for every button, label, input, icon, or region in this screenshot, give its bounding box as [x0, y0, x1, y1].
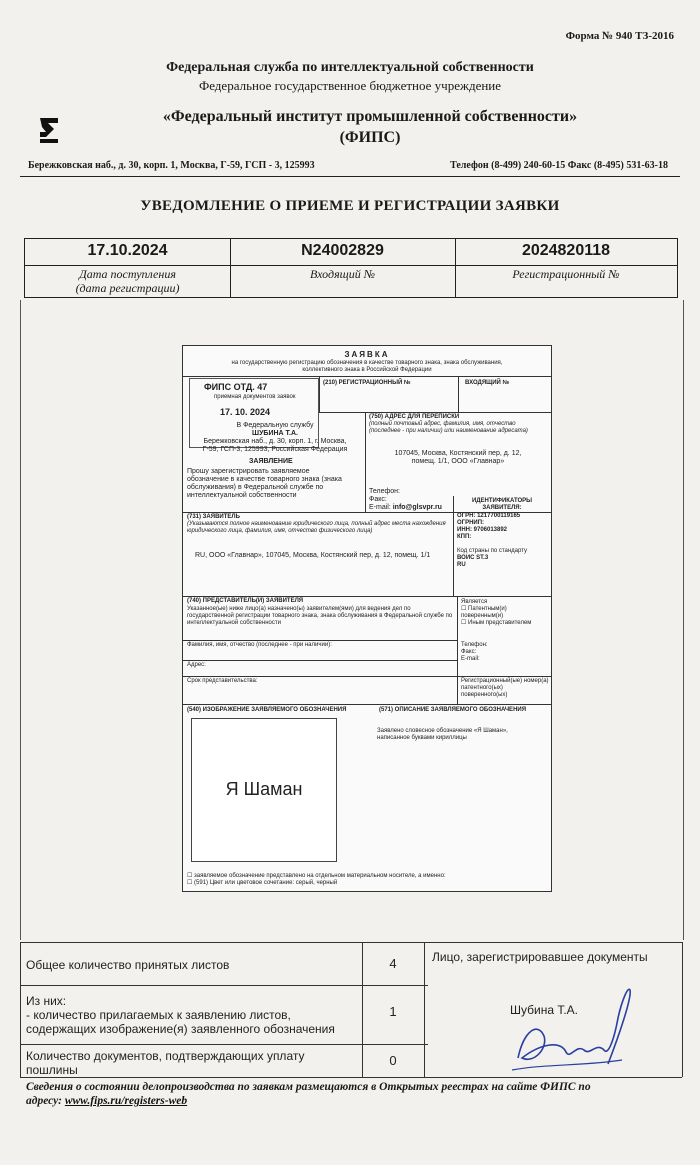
institute-abbr: (ФИПС)	[339, 129, 401, 146]
stamp-office: ФИПС ОТД. 47	[204, 382, 268, 392]
field-210: (210) РЕГИСТРАЦИОННЫЙ №	[323, 380, 411, 386]
signature-icon	[504, 978, 636, 1076]
footer-note: Сведения о состоянии делопроизводства по заявкам размещаются в Открытых реестрах на сайте ФИПС по адресу: www.fips.ru/registers-web	[26, 1081, 591, 1107]
registrar-label: Лицо, зарегистрировавшее документы	[432, 950, 648, 964]
country-code: Код страны по стандарту ВОИС ST.3 RU	[457, 548, 528, 568]
registration-grid	[24, 238, 678, 298]
stamp-sub: приемная документов заявок	[214, 394, 296, 400]
rep-address-label: Адрес:	[187, 662, 206, 668]
submission-date-label: Дата поступления (дата регистрации)	[75, 267, 180, 295]
field-540: (540) ИЗОБРАЖЕНИЕ ЗАЯВЛЯЕМОГО ОБОЗНАЧЕНИЯ	[187, 707, 347, 713]
addressee: В Федеральную службу ШУБИНА Т.А. Бережковская наб., д. 30, корп. 1, г. Москва, Г-59, ГСП-3, 125993, Российская Федерация	[202, 422, 348, 453]
registration-number-label: Регистрационный №	[512, 267, 620, 281]
agency-subtitle: Федеральное государственное бюджетное учреждение	[198, 78, 502, 93]
applicant-ids: ОГРН: 1217700119165 ОГРНИП: ИНН: 9706013892 КПП:	[457, 513, 521, 540]
field-740: (740) ПРЕДСТАВИТЕЛЬ(И) ЗАЯВИТЕЛЯ	[187, 598, 304, 604]
form-code: Форма № 940 ТЗ-2016	[565, 30, 674, 42]
image-sheets-label: Из них: - количество прилагаемых к заявлению листов, содержащих изображение(я) заявленного обозначения	[26, 994, 335, 1036]
mark-text: Я Шаман	[225, 779, 303, 799]
submission-date: 17.10.2024	[87, 242, 168, 259]
applicant: RU, ООО «Главнар», 107045, Москва, Костянский пер, д. 12, помещ. 1/1	[195, 552, 431, 559]
registration-number: 2024820118	[521, 242, 611, 259]
patent-reg-label: Регистрационный(ые) номер(а) патентного(ых) поверенного(ых)	[461, 678, 549, 698]
agency-name: Федеральная служба по интеллектуальной собственности	[166, 60, 534, 75]
field-750-note: (полный почтовый адрес, фамилия, имя, отчество (последнее - при наличии) или наименование адресата)	[369, 421, 528, 434]
header-divider	[20, 176, 680, 177]
application-subtitle-1: на государственную регистрацию обозначения в качестве товарного знака, знака обслуживания,	[231, 360, 503, 366]
stamp-date: 17. 10. 2024	[220, 407, 271, 417]
statement-text: Прошу зарегистрировать заявляемое обозначение в качестве товарного знака (знака обслуживания) в Федеральной службе по интеллектуальной собственности	[187, 468, 342, 499]
field-731: (731) ЗАЯВИТЕЛЬ	[187, 514, 240, 520]
representative-type: Является ☐ Патентным(и) поверенным(и) ☐ Иным представителем	[461, 599, 532, 626]
application-title: ЗАЯВКА	[344, 350, 390, 359]
total-sheets-value: 4	[389, 956, 397, 971]
rep-contacts: Телефон: Факс: E-mail:	[461, 642, 488, 662]
mark-image	[191, 718, 337, 862]
term-label: Срок представительства:	[187, 678, 258, 684]
field-731-note: (Указываются полное наименование юридического лица, полный адрес места нахождения юридического лица, фамилия, имя, отчество физического лица)	[187, 521, 446, 534]
payment-docs-label: Количество документов, подтверждающих уплату пошлины	[26, 1049, 305, 1077]
notice-title: УВЕДОМЛЕНИЕ О ПРИЕМЕ И РЕГИСТРАЦИИ ЗАЯВКИ	[140, 198, 560, 214]
fips-registers-link[interactable]: www.fips.ru/registers-web	[64, 1095, 188, 1107]
rep-fio-label: Фамилия, имя, отчество (последнее - при наличии):	[187, 642, 332, 648]
application-subtitle-2: коллективного знака в Российской Федерации	[302, 367, 432, 373]
field-incoming: ВХОДЯЩИЙ №	[465, 380, 510, 386]
registrar-name: Шубина Т.А.	[510, 1003, 579, 1017]
payment-docs-value: 0	[389, 1053, 397, 1068]
field-571: (571) ОПИСАНИЕ ЗАЯВЛЯЕМОГО ОБОЗНАЧЕНИЯ	[379, 707, 527, 713]
field-740-note: Указанное(ые) ниже лицо(а) назначено(ы) заявителем(ями) для ведения дел по государственной регистрации товарного знака, знака обслуживания в Федеральной службе по интеллектуальной собственности	[187, 606, 453, 626]
institute-name: «Федеральный институт промышленной собственности»	[162, 108, 578, 125]
ids-title: ИДЕНТИФИКАТОРЫ ЗАЯВИТЕЛЯ:	[471, 498, 533, 511]
statement-heading: ЗАЯВЛЕНИЕ	[249, 458, 293, 465]
image-sheets-value: 1	[389, 1004, 397, 1019]
incoming-number: N24002829	[301, 242, 384, 259]
fips-logo-icon	[36, 115, 62, 145]
mark-description: Заявлено словесное обозначение «Я Шаман», написанное буквами кириллицы	[377, 728, 508, 741]
institute-address: Бережковская наб., д. 30, корп. 1, Москва, Г-59, ГСП - 3, 125993	[28, 160, 315, 171]
total-sheets-label: Общее количество принятых листов	[26, 958, 230, 972]
scan-footer: ☐ заявляемое обозначение представлено на отдельном материальном носителе, а именно: ☐ (591) Цвет или цветовое сочетание: серый, черный	[187, 873, 446, 886]
correspondence-address: 107045, Москва, Костянский пер, д. 12, помещ. 1/1, ООО «Главнар»	[394, 450, 522, 465]
contact-block: Телефон: Факс: E-mail: info@glsvpr.ru	[369, 488, 442, 511]
incoming-number-label: Входящий №	[309, 267, 376, 281]
application-scan	[182, 345, 552, 892]
institute-phone: Телефон (8-499) 240-60-15 Факс (8-495) 531-63-18	[450, 160, 668, 171]
field-750: (750) АДРЕС ДЛЯ ПЕРЕПИСКИ	[369, 414, 460, 420]
